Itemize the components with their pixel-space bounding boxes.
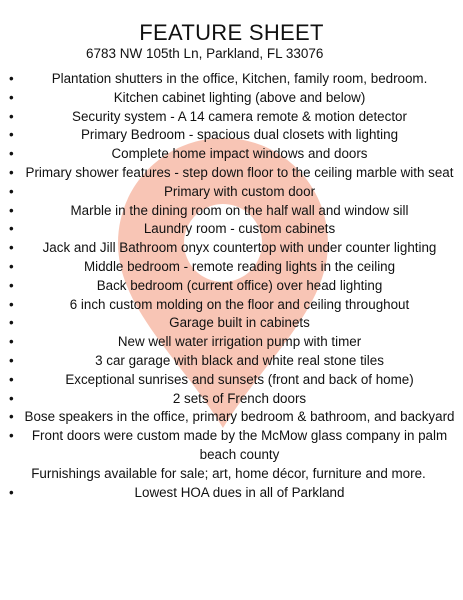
feature-text: Middle bedroom - remote reading lights in the ceiling — [83, 258, 396, 274]
feature-text: Marble in the dining room on the half wall and window sill — [70, 202, 409, 218]
feature-list-item — [0, 352, 463, 371]
bullet-icon: • — [9, 352, 14, 368]
feature-list-item — [0, 371, 463, 390]
bullet-icon: • — [9, 277, 14, 293]
feature-text: Plantation shutters in the office, Kitchen, family room, bedroom. — [51, 71, 428, 86]
bullet-icon: • — [9, 296, 14, 312]
bullet-icon: • — [9, 315, 14, 331]
feature-text: Complete home impact windows and doors — [111, 146, 368, 162]
bullet-icon: • — [9, 334, 14, 350]
bullet-icon: • — [9, 240, 14, 256]
feature-text: Front doors were custom made by the McMow glass company in palm beach county — [31, 428, 448, 462]
feature-text: Primary with custom door — [163, 183, 316, 199]
feature-text: Lowest HOA dues in all of Parkland — [134, 484, 345, 500]
feature-text: 2 sets of French doors — [172, 390, 307, 406]
feature-note — [0, 465, 463, 484]
bullet-icon: • — [9, 164, 14, 180]
feature-list-item — [0, 239, 463, 258]
feature-text: New well water irrigation pump with timer — [117, 334, 362, 350]
feature-list-item — [0, 202, 463, 221]
bullet-icon: • — [9, 390, 14, 406]
bullet-icon: • — [9, 202, 14, 218]
feature-list-item — [0, 408, 463, 427]
bullet-icon: • — [9, 89, 14, 105]
feature-text: Back bedroom (current office) over head lighting — [96, 277, 383, 293]
bullet-icon: • — [9, 71, 14, 86]
feature-list-item — [0, 333, 463, 352]
feature-list — [0, 70, 463, 502]
feature-list-item — [0, 427, 463, 465]
feature-list-item — [0, 314, 463, 333]
page-title: FEATURE SHEET — [139, 20, 324, 45]
bullet-icon: • — [9, 428, 14, 444]
bullet-icon: • — [9, 221, 14, 237]
bullet-icon: • — [9, 409, 14, 425]
feature-text: Security system - A 14 camera remote & motion detector — [72, 108, 407, 124]
feature-list-item — [0, 296, 463, 315]
bullet-icon: • — [9, 108, 14, 124]
bullet-icon: • — [9, 146, 14, 162]
feature-text: Furnishings available for sale; art, home décor, furniture and more. — [31, 465, 426, 481]
feature-text: 6 inch custom molding on the floor and ceiling throughout — [69, 296, 410, 312]
feature-list-item — [0, 277, 463, 296]
feature-list-item — [0, 390, 463, 409]
feature-list-item — [0, 89, 463, 108]
feature-list-item — [0, 164, 463, 183]
property-address: 6783 NW 105th Ln, Parkland, FL 33076 — [86, 46, 324, 61]
feature-text: Jack and Jill Bathroom onyx countertop with under counter lighting — [42, 240, 437, 256]
feature-text: Laundry room - custom cabinets — [143, 221, 336, 237]
feature-text: Kitchen cabinet lighting (above and below) — [113, 89, 366, 105]
feature-list-item — [0, 220, 463, 239]
bullet-icon: • — [9, 258, 14, 274]
feature-text: 3 car garage with black and white real stone tiles — [95, 352, 384, 368]
feature-list-item — [0, 484, 463, 503]
feature-text: Primary Bedroom - spacious dual closets with lighting — [80, 127, 399, 143]
feature-text: Exceptional sunrises and sunsets (front and back of home) — [65, 371, 414, 387]
bullet-icon: • — [9, 127, 14, 143]
feature-list-item — [0, 70, 463, 89]
bullet-icon: • — [9, 484, 14, 500]
feature-list-item — [0, 126, 463, 145]
feature-list-item — [0, 108, 463, 127]
feature-text: Bose speakers in the office, primary bedroom & bathroom, and backyard — [24, 409, 455, 425]
feature-text: Garage built in cabinets — [169, 315, 310, 331]
feature-list-item — [0, 145, 463, 164]
feature-list-item — [0, 183, 463, 202]
bullet-icon: • — [9, 371, 14, 387]
bullet-icon: • — [9, 183, 14, 199]
feature-list-item — [0, 258, 463, 277]
feature-text: Primary shower features - step down floor to the ceiling marble with seat — [25, 164, 454, 180]
